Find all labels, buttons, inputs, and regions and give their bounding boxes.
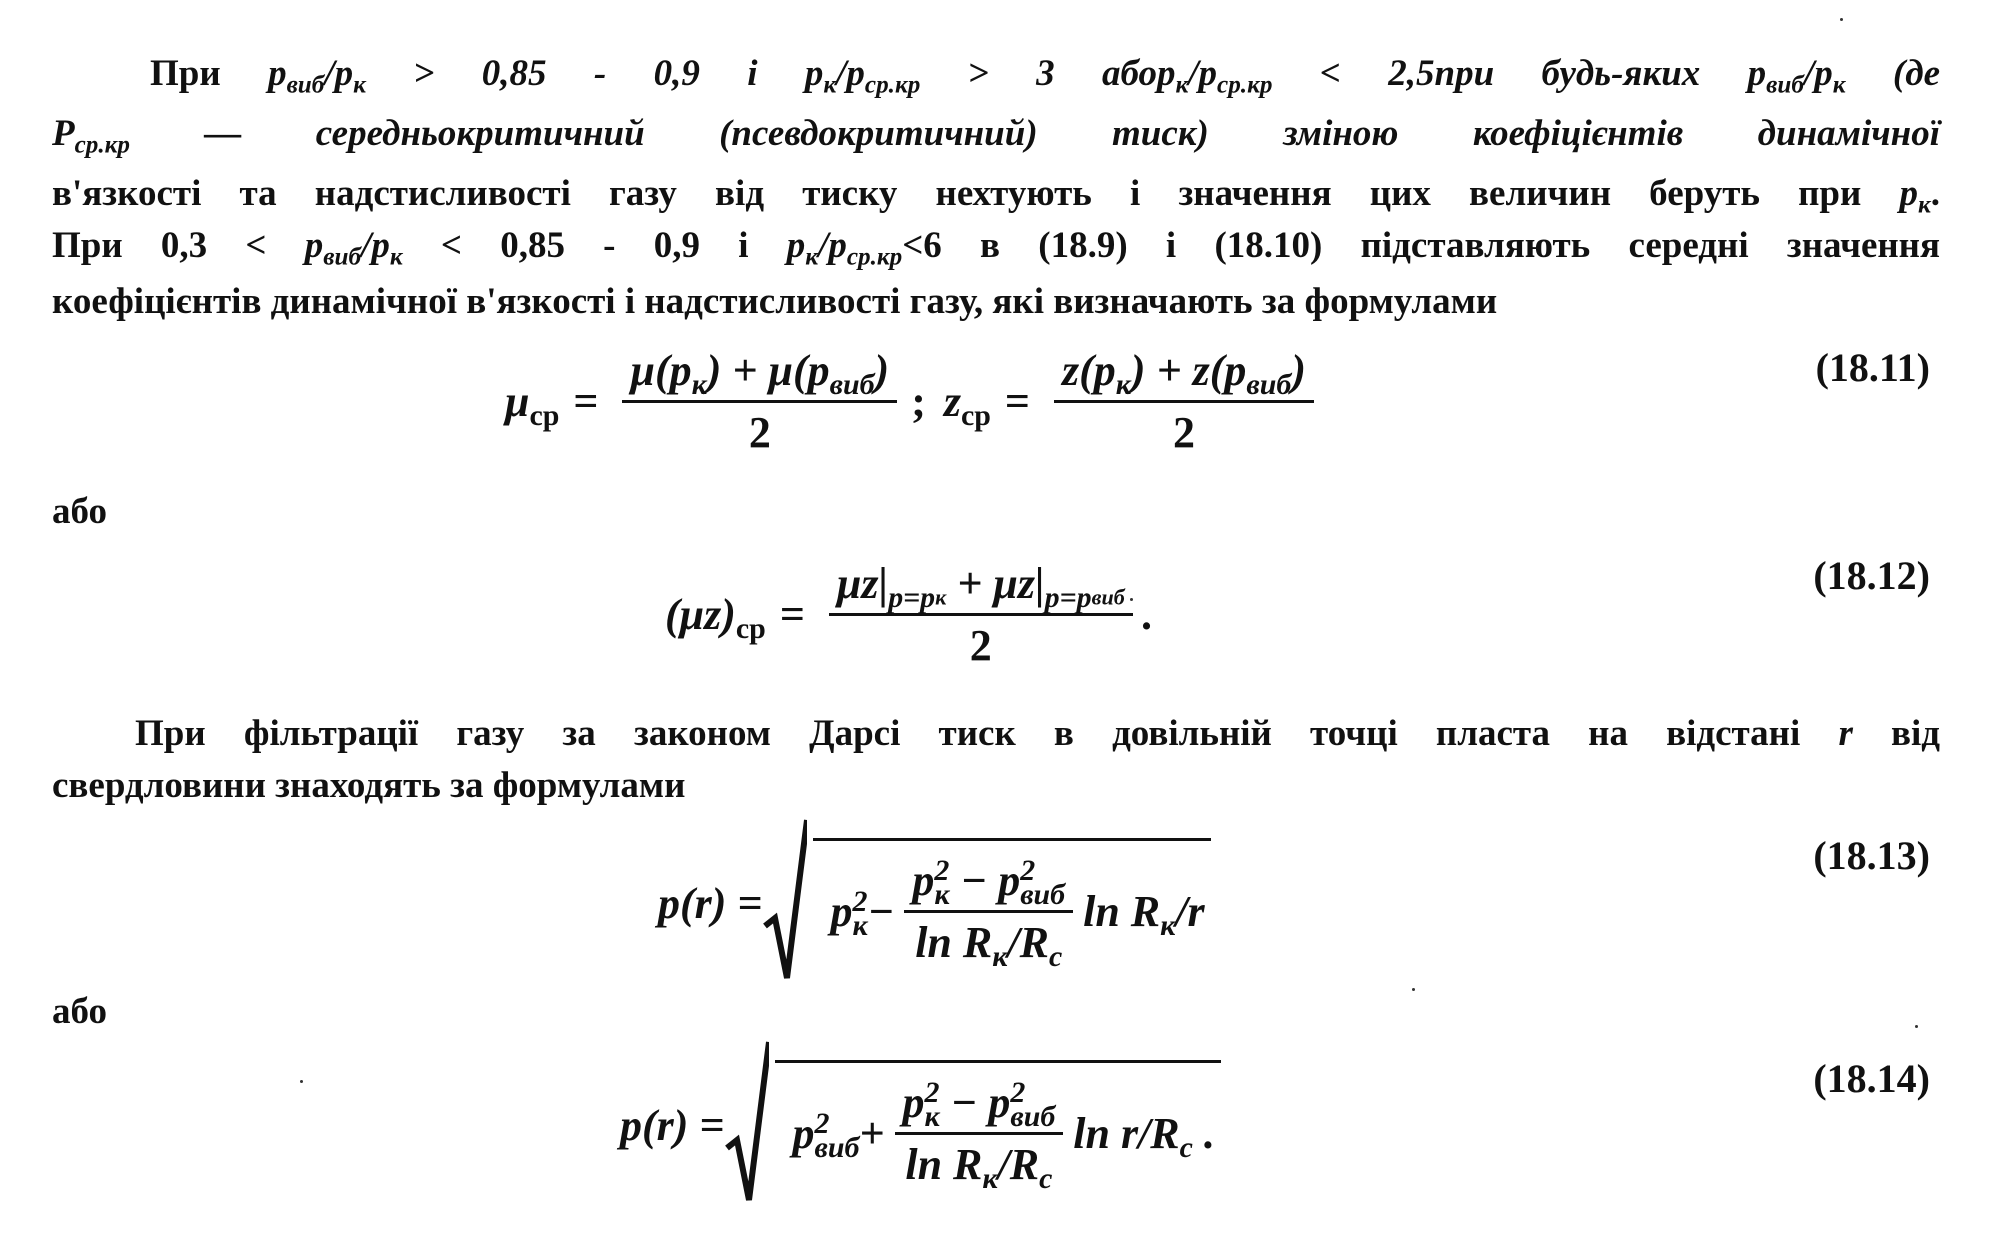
paragraph1-line1 — [150, 52, 1940, 99]
radical-sign-icon — [763, 818, 807, 988]
lhs: p(r) = — [620, 1100, 725, 1150]
equals-sign: = — [779, 590, 805, 639]
var-p: p — [1156, 53, 1176, 94]
var-p: /p — [836, 53, 865, 94]
denominator: $\ln R_к/R_с$ — [915, 918, 1063, 973]
var-p: /p — [324, 53, 354, 94]
denominator: $\ln R_к/R_с$ — [905, 1140, 1053, 1195]
equals-sign: = — [573, 377, 599, 426]
square-root — [763, 818, 1211, 988]
equation-18-11 — [505, 345, 1324, 458]
radicand — [813, 838, 1211, 973]
term: $p^2_{виб}$ — [792, 1107, 860, 1164]
equation-number: (18.11) — [1815, 345, 1930, 390]
subscript: к — [1175, 71, 1189, 99]
text-run: . — [1930, 173, 1940, 214]
var-p: p — [1899, 173, 1918, 214]
scan-speck — [1840, 18, 1843, 21]
denominator: 2 — [748, 408, 771, 457]
subscript: ср.кр — [846, 243, 903, 271]
equation-number: (18.14) — [1813, 1056, 1930, 1101]
lhs: p(r) = — [658, 878, 763, 928]
subscript: виб — [286, 71, 325, 99]
subscript: ср.кр — [74, 131, 130, 159]
text-run: > 3 або — [920, 53, 1157, 94]
var-p: /p — [1803, 53, 1833, 94]
var-p: /p — [818, 225, 847, 266]
equation-number: (18.12) — [1813, 553, 1930, 598]
text-run: При — [150, 53, 269, 94]
scan-speck — [1130, 598, 1133, 601]
abo-label: або — [52, 491, 108, 532]
text-run: від — [1852, 713, 1940, 754]
var-p: p — [1747, 53, 1767, 94]
lhs: $(\mu z)_{ср}$ — [665, 590, 766, 645]
fraction — [904, 854, 1073, 973]
paragraph1-line5 — [52, 280, 1940, 324]
z-symbol: $z_{ср}$ — [943, 377, 991, 432]
paragraph2-line1 — [135, 712, 1940, 756]
var-P: P — [52, 113, 75, 154]
term: $p^2_к$ — [830, 885, 868, 942]
square-root — [725, 1040, 1221, 1210]
separator: ; — [911, 377, 926, 426]
subscript: ср.кр — [864, 71, 921, 99]
text-run: При 0,3 < — [52, 225, 305, 266]
scan-speck — [300, 1080, 303, 1083]
fraction — [895, 1076, 1064, 1195]
tail: $\ln r/R_с$ . — [1073, 1109, 1215, 1164]
var-p: p — [786, 225, 806, 266]
text-run: коефіцієнтів динамічної в'язкості і надстисливості газу, які визначають за формулами — [52, 281, 1498, 322]
numerator: $\mu(p_к) + \mu(p_{виб})$ — [622, 345, 897, 403]
numerator: $p^2_к - p^2_{виб}$ — [904, 855, 1073, 913]
numerator: $\mu z|_{p=pк} + \mu z|_{p=pвиб}$ — [829, 558, 1133, 616]
paragraph1-line2 — [52, 112, 1940, 159]
text-run: <6 в (18.9) і (18.10) підставляють середні значення — [902, 225, 1941, 266]
subscript: к — [353, 71, 366, 99]
radical-sign-icon — [725, 1040, 769, 1210]
text-run: в'язкості та надстисливості газу від тиску нехтують і значення цих величин беруть при — [52, 173, 1900, 214]
subscript: к — [389, 243, 403, 271]
subscript: виб — [323, 243, 362, 271]
abo-label: або — [52, 991, 108, 1032]
scan-speck — [1915, 1025, 1918, 1028]
var-p: p — [804, 53, 824, 94]
subscript: ср.кр — [1217, 71, 1273, 99]
subscript: к — [1832, 71, 1846, 99]
equation-18-13 — [658, 818, 1211, 988]
text-run: При фільтрації газу за законом Дарсі тиск в довільній точці пласта на відстані — [135, 713, 1839, 754]
equation-18-14 — [620, 1040, 1221, 1210]
var-p: p — [304, 225, 324, 266]
text-run: > 0,85 - 0,9 і — [365, 53, 805, 94]
denominator: 2 — [969, 621, 992, 670]
tail: $\ln R_к/r$ — [1083, 887, 1205, 942]
scan-speck — [1412, 988, 1415, 991]
equation-18-12 — [665, 558, 1154, 671]
text-run: < 0,85 - 0,9 і — [402, 225, 787, 266]
subscript: к — [805, 243, 819, 271]
radicand — [775, 1060, 1221, 1195]
equals-sign: = — [1004, 377, 1030, 426]
subscript: виб — [1766, 71, 1804, 99]
minus-sign: − — [867, 887, 895, 936]
text-run: (де — [1845, 53, 1940, 94]
denominator: 2 — [1172, 408, 1195, 457]
subscript: к — [1917, 191, 1931, 219]
var-p: /p — [361, 225, 390, 266]
mu-symbol: $\mu_{ср}$ — [505, 377, 560, 432]
var-p: /p — [1188, 53, 1218, 94]
subscript: к — [823, 71, 837, 99]
paragraph1-line4 — [52, 224, 1941, 271]
paragraph1-line3 — [52, 172, 1940, 219]
var-r: r — [1838, 713, 1853, 754]
plus-sign: + — [859, 1109, 885, 1158]
fraction — [622, 345, 897, 458]
numerator: $z(p_к) + z(p_{виб})$ — [1054, 345, 1314, 403]
text-run: свердловини знаходять за формулами — [52, 765, 686, 806]
text-run: — середньокритичний (псевдокритичний) тиск) зміною коефіцієнтів динамічної — [129, 113, 1940, 154]
period: . — [1142, 590, 1154, 639]
equation-number: (18.13) — [1813, 833, 1930, 878]
var-p: p — [268, 53, 287, 94]
paragraph2-line2 — [52, 764, 1940, 808]
text-run: < 2,5при будь-яких — [1272, 53, 1748, 94]
fraction — [829, 558, 1133, 671]
numerator: $p^2_к - p^2_{виб}$ — [895, 1077, 1064, 1135]
fraction — [1054, 345, 1314, 458]
